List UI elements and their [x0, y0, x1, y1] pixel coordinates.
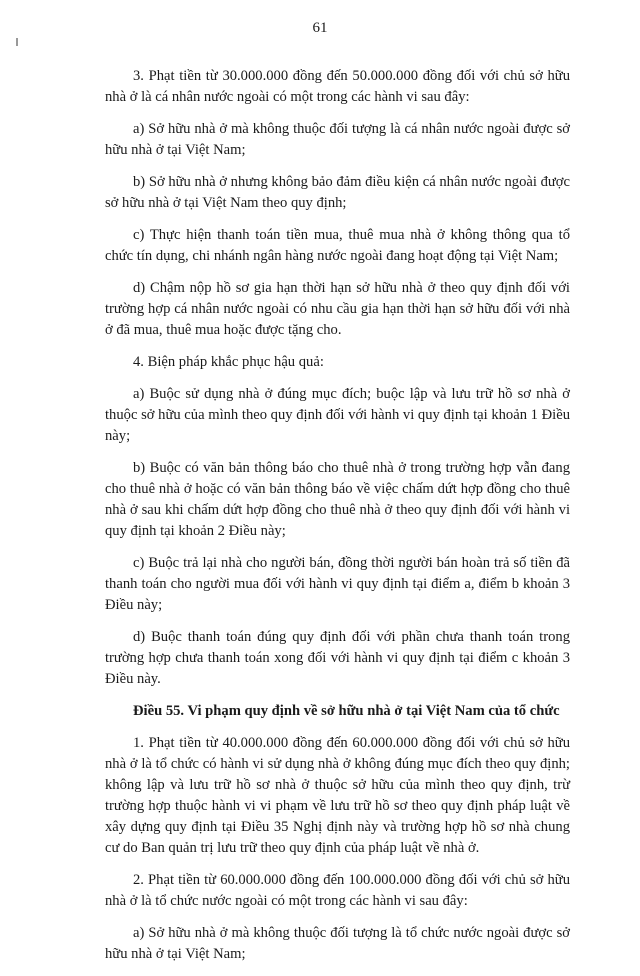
paragraph: b) Buộc có văn bản thông báo cho thuê nhà ở trong trường hợp vẫn đang cho thuê nhà ở hoặc có văn bản thông báo về việc chấm dứt hợp đồng cho thuê nhà ở sau khi chấm dứt hợp đồng cho thuê nhà ở theo quy định đối với hành vi quy định tại khoản 2 Điều này;: [105, 460, 570, 539]
page-number: 61: [312, 20, 328, 36]
paragraph: 4. Biện pháp khắc phục hậu quả:: [133, 354, 324, 370]
paragraph: 3. Phạt tiền từ 30.000.000 đồng đến 50.000.000 đồng đối với chủ sở hữu nhà ở là cá nhân nước ngoài có một trong các hành vi sau đây:: [105, 68, 570, 105]
scan-mark: [16, 38, 18, 46]
paragraph: b) Sở hữu nhà ở nhưng không bảo đảm điều kiện cá nhân nước ngoài được sở hữu nhà ở tại Việt Nam theo quy định;: [105, 174, 570, 211]
paragraph: 1. Phạt tiền từ 40.000.000 đồng đến 60.000.000 đồng đối với chủ sở hữu nhà ở là tổ chức có hành vi sử dụng nhà ở không đúng mục đích theo quy định; không lập và lưu trữ hồ sơ nhà ở thuộc sở hữu của mình theo quy định, trừ trường hợp thuộc hành vi vi phạm về lưu trữ hồ sơ theo quy định pháp luật về xây dựng quy định tại Điều 35 Nghị định này và trường hợp hồ sơ nhà chung cư do Ban quản trị lưu trữ theo quy định của pháp luật về nhà ở.: [105, 735, 570, 856]
paragraph: a) Sở hữu nhà ở mà không thuộc đối tượng là cá nhân nước ngoài được sở hữu nhà ở tại Việt Nam;: [105, 121, 570, 158]
document-body: [105, 66, 570, 976]
paragraph: d) Buộc thanh toán đúng quy định đối với phần chưa thanh toán trong trường hợp chưa thanh toán xong đối với hành vi quy định tại điểm c khoản 3 Điều này.: [105, 629, 570, 687]
paragraph: a) Buộc sử dụng nhà ở đúng mục đích; buộc lập và lưu trữ hồ sơ nhà ở thuộc sở hữu của mình theo quy định đối với hành vi quy định tại khoản 1 Điều này;: [105, 386, 570, 444]
paragraph: c) Buộc trả lại nhà cho người bán, đồng thời người bán hoàn trả số tiền đã thanh toán cho người mua đối với hành vi quy định tại điểm a, điểm b khoản 3 Điều này;: [105, 555, 570, 613]
article-heading: Điều 55. Vi phạm quy định về sở hữu nhà ở tại Việt Nam của tổ chức: [133, 703, 560, 719]
paragraph: d) Chậm nộp hồ sơ gia hạn thời hạn sở hữu nhà ở theo quy định đối với trường hợp cá nhân nước ngoài có nhu cầu gia hạn thời hạn sở hữu đối với nhà ở đã mua, thuê mua hoặc được tặng cho.: [105, 280, 570, 338]
paragraph: a) Sở hữu nhà ở mà không thuộc đối tượng là tổ chức nước ngoài được sở hữu nhà ở tại Việt Nam;: [105, 925, 570, 962]
paragraph: c) Thực hiện thanh toán tiền mua, thuê mua nhà ở không thông qua tổ chức tín dụng, chi nhánh ngân hàng nước ngoài đang hoạt động tại Việt Nam;: [105, 227, 570, 264]
paragraph: 2. Phạt tiền từ 60.000.000 đồng đến 100.000.000 đồng đối với chủ sở hữu nhà ở là tổ chức nước ngoài có một trong các hành vi sau đây:: [105, 872, 570, 909]
